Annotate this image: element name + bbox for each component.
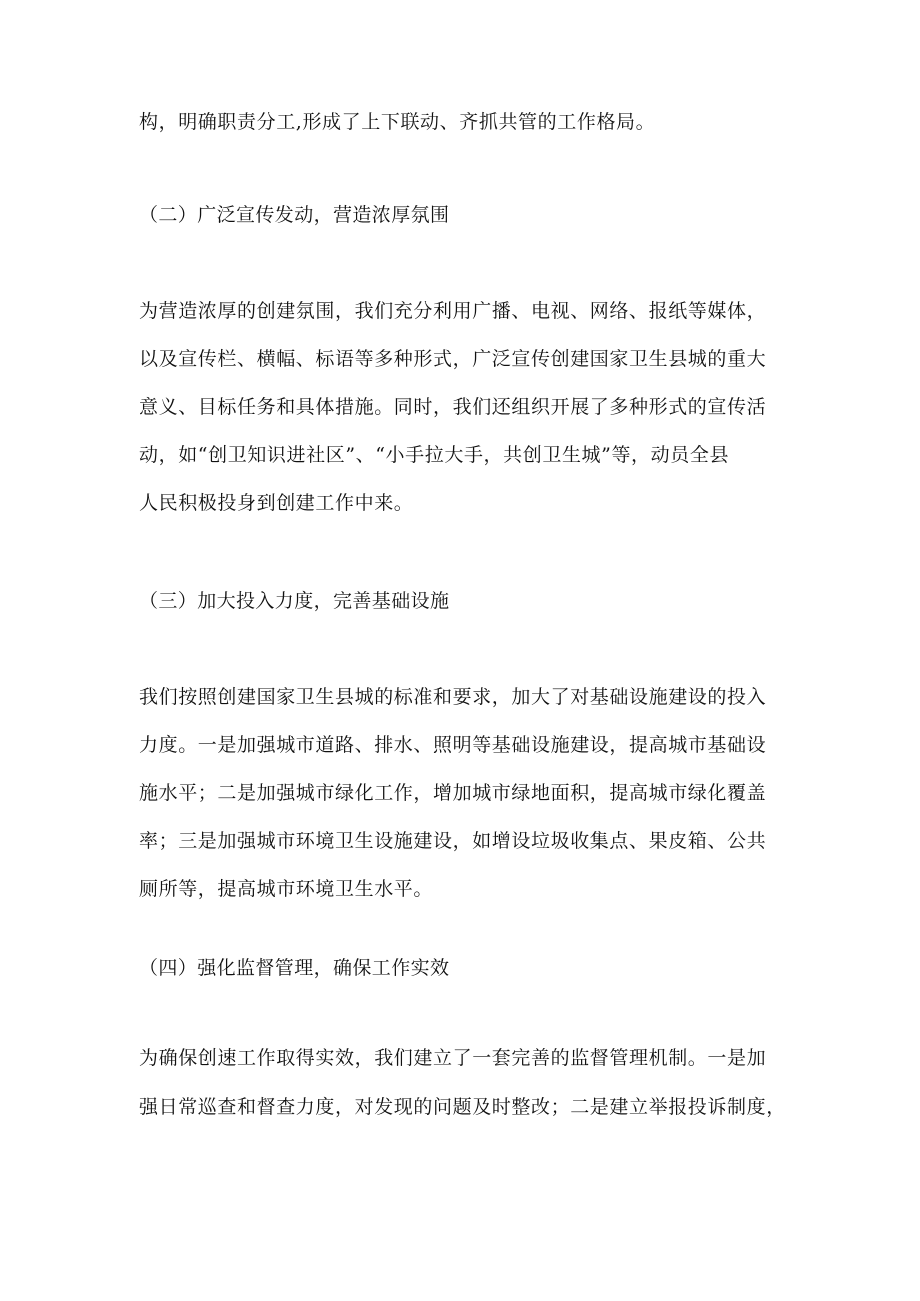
paragraph-3-line-4: 率；三是加强城市环境卫生设施建设，如增设垃圾收集点、果皮箱、公共 [139, 830, 767, 852]
section-heading-2: （二）广泛宣传发动，营造浓厚氛围 [139, 204, 450, 226]
paragraph-4-line-2: 强日常巡查和督查力度，对发现的问题及时整改；二是建立举报投诉制度， [139, 1096, 786, 1118]
section-heading-4: （四）强化监督管理，确保工作实效 [139, 957, 450, 979]
paragraph-2-line-4: 动，如“创卫知识进社区”、“小手拉大手，共创卫生城”等，动员全县 [139, 444, 730, 466]
paragraph-3-line-1: 我们按照创建国家卫生县城的标准和要求，加大了对基础设施建设的投入 [139, 686, 767, 708]
paragraph-2-line-5: 人民积极投身到创建工作中来。 [139, 492, 414, 514]
paragraph-3-line-3: 施水平；二是加强城市绿化工作，增加城市绿地面积，提高城市绿化覆盖 [139, 782, 767, 804]
paragraph-3-line-5: 厕所等，提高城市环境卫生水平。 [139, 878, 434, 900]
paragraph-1-line-1: 构，明确职责分工,形成了上下联动、齐抓共管的工作格局。 [139, 111, 656, 133]
paragraph-2-line-2: 以及宣传栏、横幅、标语等多种形式，广泛宣传创建国家卫生县城的重大 [139, 348, 767, 370]
paragraph-4-line-1: 为确保创速工作取得实效，我们建立了一套完善的监督管理机制。一是加 [139, 1047, 767, 1069]
paragraph-3-line-2: 力度。一是加强城市道路、排水、照明等基础设施建设，提高城市基础设 [139, 734, 767, 756]
paragraph-2-line-1: 为营造浓厚的创建氛围，我们充分利用广播、电视、网络、报纸等媒体， [139, 300, 767, 322]
paragraph-2-line-3: 意义、目标任务和具体措施。同时，我们还组织开展了多种形式的宣传活 [139, 396, 767, 418]
section-heading-3: （三）加大投入力度，完善基础设施 [139, 590, 450, 612]
